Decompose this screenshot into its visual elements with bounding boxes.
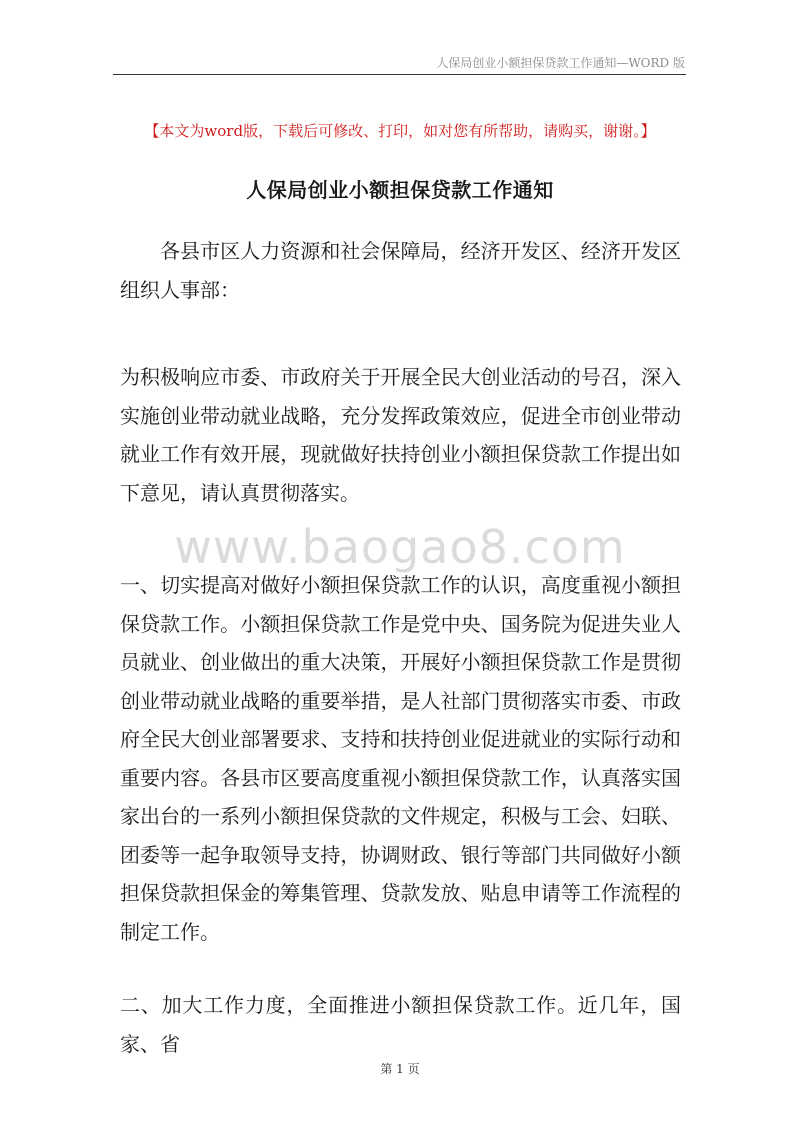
download-notice: 【本文为word版，下载后可修改、打印，如对您有所帮助，请购买，谢谢。】 — [144, 122, 656, 140]
paragraph-section-2: 二、加大工作力度，全面推进小额担保贷款工作。近几年，国家、省 — [120, 993, 681, 1056]
watermark: www.baogao8.com — [174, 520, 626, 574]
document-title: 人保局创业小额担保贷款工作通知 — [246, 178, 554, 202]
header-divider — [113, 74, 686, 75]
page-number: 第 1 页 — [380, 1062, 420, 1076]
paragraph-salutation: 各县市区人力资源和社会保障局，经济开发区、经济开发区组织人事部： — [120, 239, 681, 302]
paragraph-section-1: 一、切实提高对做好小额担保贷款工作的认识，高度重视小额担保贷款工作。小额担保贷款工作是党中央、国务院为促进失业人员就业、创业做出的重大决策，开展好小额担保贷款工作是贯彻创业带动就业战略的重要举措，是人社部门贯彻落实市委、市政府全民大创业部署要求、支持和扶持创业促进就业的实际行动和重要内容。各县市区要高度重视小额担保贷款工作，认真落实国家出台的一系列小额担保贷款的文件规定，积极与工会、妇联、团委等一起争取领导支持，协调财政、银行等部门共同做好小额担保贷款担保金的筹集管理、贷款发放、贴息申请等工作流程的制定工作。 — [120, 573, 681, 944]
running-header: 人保局创业小额担保贷款工作通知—WORD 版 — [436, 56, 685, 70]
paragraph-intro: 为积极响应市委、市政府关于开展全民大创业活动的号召，深入实施创业带动就业战略，充分发挥政策效应，促进全市创业带动就业工作有效开展，现就做好扶持创业小额担保贷款工作提出如下意见，请认真贯彻落实。 — [120, 365, 681, 505]
